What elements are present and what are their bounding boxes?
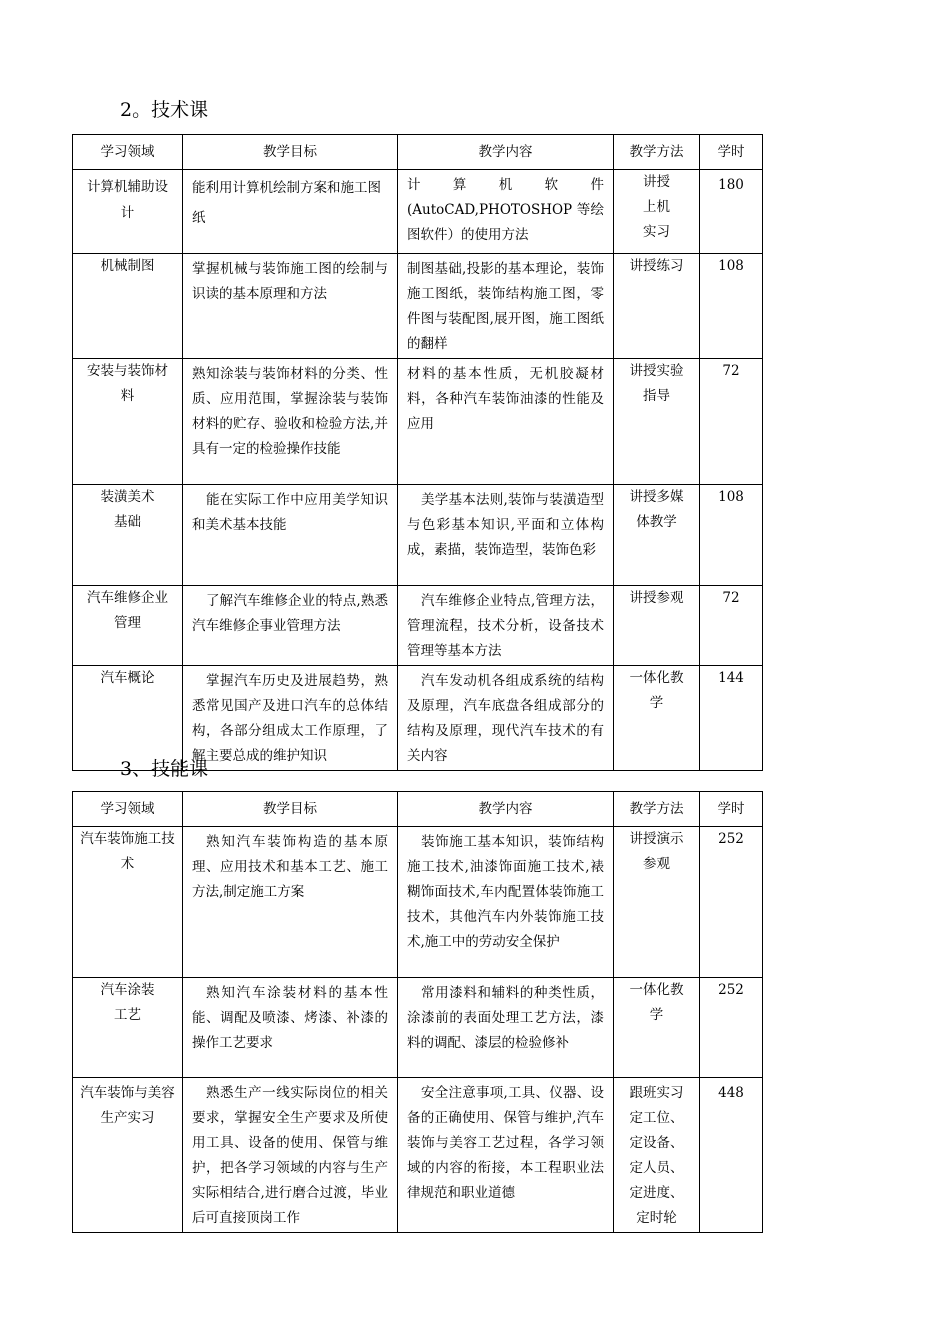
header-hours: 学时 xyxy=(700,792,763,827)
content-cell: 材料的基本性质，无机胶凝材料，各种汽车装饰油漆的性能及应用 xyxy=(407,366,604,432)
content-cell: 汽车维修企业特点,管理方法，管理流程，技术分析，设备技术管理等基本方法 xyxy=(407,593,604,659)
table-header-row xyxy=(73,792,763,827)
field-cell: 装潢美术基础 xyxy=(100,489,155,530)
header-field: 学习领域 xyxy=(73,135,183,170)
content-cell: 常用漆料和辅料的种类性质，涂漆前的表面处理工艺方法，漆料的调配、漆层的检验修补 xyxy=(407,985,604,1051)
header-method: 教学方法 xyxy=(614,792,700,827)
hours-cell: 448 xyxy=(718,1085,744,1101)
hours-cell: 144 xyxy=(700,666,763,771)
method-cell: 讲授实验指导 xyxy=(614,359,700,485)
goal-cell: 掌握机械与装饰施工图的绘制与识读的基本原理和方法 xyxy=(192,261,388,302)
skill-course-table xyxy=(72,791,763,1233)
hours-cell: 108 xyxy=(700,254,763,359)
section-heading-skill: 3、技能课 xyxy=(120,758,209,780)
content-cell: 装饰施工基本知识，装饰结构施工技术,油漆饰面施工技术,裱糊饰面技术,车内配置体装饰施工技术，其他汽车内外装饰施工技术,施工中的劳动安全保护 xyxy=(407,834,604,950)
hours-cell: 252 xyxy=(700,978,763,1078)
header-content: 教学内容 xyxy=(398,135,614,170)
method-cell: 一体化教学 xyxy=(629,670,684,711)
field-cell: 安装与装饰材料 xyxy=(87,363,168,404)
hours-cell: 108 xyxy=(700,485,763,586)
table-row xyxy=(73,827,763,978)
goal-cell: 熟知涂装与装饰材料的分类、性质、应用范围，掌握涂装与装饰材料的贮存、验收和检验方法,并具有一定的检验操作技能 xyxy=(192,366,388,457)
table-row xyxy=(73,170,763,254)
section-heading-technical: 2。技术课 xyxy=(120,99,209,121)
table-row xyxy=(73,359,763,485)
header-goal: 教学目标 xyxy=(183,135,398,170)
field-cell: 机械制图 xyxy=(73,254,183,359)
goal-cell: 熟知汽车涂装材料的基本性能、调配及喷漆、烤漆、补漆的操作工艺要求 xyxy=(192,985,388,1051)
method-cell: 讲授多媒体教学 xyxy=(614,485,700,586)
hours-cell: 72 xyxy=(700,586,763,666)
content-text: (AutoCAD,PHOTOSHOP 等绘图软件）的使用方法 xyxy=(407,202,604,243)
method-cell: 讲授演示参观 xyxy=(629,831,684,872)
field-cell: 汽车概论 xyxy=(73,666,183,771)
method-cell: 讲授参观 xyxy=(614,586,700,666)
header-hours: 学时 xyxy=(700,135,763,170)
goal-cell: 熟悉生产一线实际岗位的相关要求，掌握安全生产要求及所使用工具、设备的使用、保管与维护，把各学习领域的内容与生产实际相结合,进行磨合过渡，毕业后可直接顶岗工作 xyxy=(192,1085,388,1226)
method-cell: 讲授上机实习 xyxy=(643,174,670,240)
header-content: 教学内容 xyxy=(398,792,614,827)
field-cell: 汽车涂装工艺 xyxy=(100,982,155,1023)
content-cell: 安全注意事项,工具、仪器、设备的正确使用、保管与维护,汽车装饰与美容工艺过程，各学习领域的内容的衔接，本工程职业法律规范和职业道德 xyxy=(407,1085,604,1201)
content-cell: 汽车发动机各组成系统的结构及原理，汽车底盘各组成部分的结构及原理，现代汽车技术的有关内容 xyxy=(407,673,604,764)
table-row xyxy=(73,1078,763,1233)
goal-cell: 能在实际工作中应用美学知识和美术基本技能 xyxy=(192,492,388,533)
header-field: 学习领域 xyxy=(73,792,183,827)
goal-cell: 掌握汽车历史及进展趋势，熟悉常见国产及进口汽车的总体结构，各部分组成太工作原理，了解主要总成的维护知识 xyxy=(192,673,388,764)
content-cell: 美学基本法则,装饰与装潢造型与色彩基本知识,平面和立体构成，素描，装饰造型，装饰色彩 xyxy=(407,492,604,558)
header-goal: 教学目标 xyxy=(183,792,398,827)
table-row xyxy=(73,485,763,586)
table-row xyxy=(73,586,763,666)
goal-cell: 能利用计算机绘制方案和施工图纸 xyxy=(192,180,381,226)
method-cell: 讲授练习 xyxy=(614,254,700,359)
method-cell: 一体化教学 xyxy=(629,982,684,1023)
field-cell: 汽车装饰与美容生产实习 xyxy=(80,1085,175,1126)
content-cell xyxy=(407,170,604,249)
method-cell: 跟班实习定工位、定设备、定人员、定进度、定时轮 xyxy=(629,1085,684,1226)
table-row xyxy=(73,666,763,771)
hours-cell: 180 xyxy=(718,177,744,193)
field-cell: 计算机辅助设计 xyxy=(87,179,168,221)
table-row xyxy=(73,978,763,1078)
header-method: 教学方法 xyxy=(614,135,700,170)
content-cell: 制图基础,投影的基本理论，装饰施工图纸，装饰结构施工图，零件图与装配图,展开图，施工图纸的翻样 xyxy=(407,261,604,352)
content-spread-text: 计 算 机 软 件 xyxy=(407,177,604,193)
hours-cell: 252 xyxy=(700,827,763,978)
table-row xyxy=(73,254,763,359)
field-cell: 汽车装饰施工技术 xyxy=(73,827,183,978)
table-header-row xyxy=(73,135,763,170)
hours-cell: 72 xyxy=(700,359,763,485)
technical-course-table xyxy=(72,134,763,771)
field-cell: 汽车维修企业管理 xyxy=(87,590,168,631)
goal-cell: 了解汽车维修企业的特点,熟悉汽车维修企事业管理方法 xyxy=(192,593,388,634)
goal-cell: 熟知汽车装饰构造的基本原理、应用技术和基本工艺、施工方法,制定施工方案 xyxy=(192,834,388,900)
